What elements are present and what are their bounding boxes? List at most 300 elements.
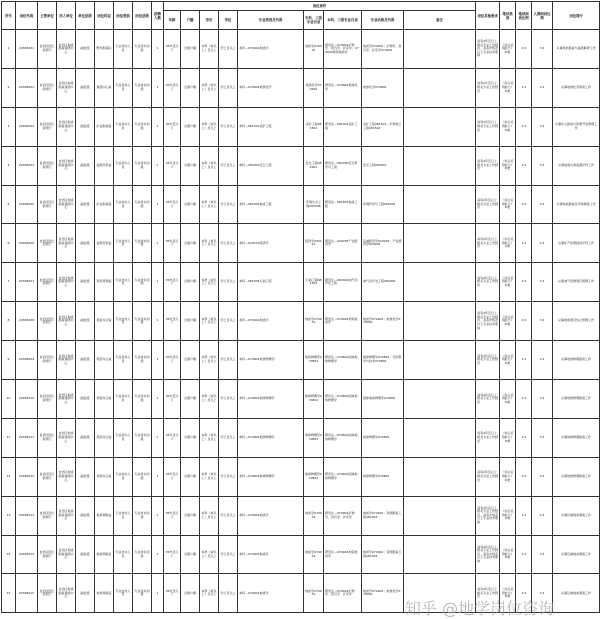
cell-deg: 学士及以上	[219, 341, 238, 380]
cell-auth: 自治区国土资源厅	[38, 30, 57, 69]
header-post-desc: 岗位简介	[553, 2, 600, 30]
cell-m1: 经济学020101	[304, 224, 324, 263]
cell-desc: 从事地质勘查及环境调查工作	[553, 185, 600, 224]
cell-m2: 固体地球物理学070801	[362, 380, 404, 419]
header-unit-nature: 单位层级	[76, 2, 95, 30]
cell-m1: 地质学070901	[304, 535, 324, 574]
cell-m2: 地质学070901；地球化学070902	[362, 574, 404, 613]
cell-md: 研究生—070904构造地质学	[324, 535, 362, 574]
cell-nature: 副处级	[76, 496, 95, 535]
header-degree: 学位	[219, 11, 238, 30]
cell-md: 研究生—070902地球化学	[324, 68, 362, 107]
cell-lvl: 专业技术初级	[133, 302, 152, 341]
cell-emp: 自治区地质勘查遥感中心	[57, 146, 76, 185]
cell-count: 1	[152, 496, 164, 535]
cell-m1: 地球物理学070801	[304, 341, 324, 380]
cell-m1: 石油工程081502	[304, 263, 324, 302]
cell-m1: 安全工程082901	[304, 146, 324, 185]
cell-other: 具有2年及以上相关专业工作经历	[476, 574, 500, 613]
cell-auth: 自治区国土资源厅	[38, 380, 57, 419]
cell-age: 35岁及以下	[164, 302, 181, 341]
cell-md: 研究生—083700安全科学与工程	[324, 146, 362, 185]
cell-code: 24365013	[16, 496, 38, 535]
cell-emp: 自治区地质勘查遥感中心	[57, 341, 76, 380]
cell-er: 1:3	[516, 380, 532, 419]
header-authority: 主管单位	[38, 2, 57, 30]
cell-m2: 地质学070901；资源勘查工程081403	[362, 496, 404, 535]
header-exam-ratio: 笔试面试比例	[516, 2, 532, 30]
cell-nature: 副处级	[76, 107, 95, 146]
table-row	[2, 457, 600, 496]
cell-seq: 1	[2, 30, 16, 69]
cell-m1: 环境生态工程082506	[304, 185, 324, 224]
cell-desc: 从事矿产资源经济评价工作	[553, 224, 600, 263]
cell-er: 1:3	[516, 535, 532, 574]
cell-emp: 自治区地质勘查遥感中心	[57, 302, 76, 341]
cell-count: 1	[152, 68, 164, 107]
cell-code: 24365008	[16, 302, 38, 341]
cell-age: 35岁及以下	[164, 535, 181, 574]
cell-nature: 副处级	[76, 263, 95, 302]
cell-emp: 自治区地质勘查遥感中心	[57, 418, 76, 457]
cell-lvl: 专业技术初级	[133, 224, 152, 263]
cell-auth: 自治区国土资源厅	[38, 341, 57, 380]
cell-lvl: 专业技术初级	[133, 263, 152, 302]
cell-cat: 专业技术人员	[114, 341, 133, 380]
cell-m1: 地球物理学070801	[304, 380, 324, 419]
cell-et: 《综合应用能力》D类	[500, 341, 516, 380]
table-row	[2, 107, 600, 146]
cell-emp: 自治区地质勘查遥感中心	[57, 380, 76, 419]
cell-m2: 地球物理学070801	[362, 457, 404, 496]
cell-cat: 专业技术人员	[114, 146, 133, 185]
cell-hh: 全国户籍	[181, 30, 200, 69]
header-conditions: 岗位条件	[164, 2, 476, 11]
table-row	[2, 535, 600, 574]
cell-seq: 10	[2, 380, 16, 419]
cell-deg: 学士及以上	[219, 224, 238, 263]
cell-seq: 8	[2, 302, 16, 341]
cell-other: 具有2年及以上相关专业工作经历	[476, 185, 500, 224]
cell-ir: 3:1	[532, 574, 553, 613]
cell-auth: 自治区国土资源厅	[38, 68, 57, 107]
cell-m2: 安全工程082901	[362, 146, 404, 185]
cell-mc: 本科—070901地质学	[238, 30, 304, 69]
cell-nature: 副处级	[76, 457, 95, 496]
cell-hh: 全国户籍	[181, 224, 200, 263]
cell-m2: 采矿工程081501；矿物加工工程081502	[362, 107, 404, 146]
cell-md: 研究生—070801固体地球物理学	[324, 341, 362, 380]
cell-other: 具有2年及以上相关专业工作经历	[476, 224, 500, 263]
cell-desc: 从事地球物理勘查工作	[553, 380, 600, 419]
cell-count: 1	[152, 341, 164, 380]
cell-code: 24365001	[16, 30, 38, 69]
cell-dept: 地质调查室	[95, 496, 114, 535]
cell-edu: 本科（或以上）及以上	[200, 185, 219, 224]
cell-deg: 学士及以上	[219, 457, 238, 496]
cell-mc: 本科—070901地质学	[238, 574, 304, 613]
cell-et: 《综合应用能力》D类	[500, 146, 516, 185]
cell-er: 1:3	[516, 574, 532, 613]
cell-mc: 本科—081502石油工程	[238, 263, 304, 302]
header-major-doctor: 专科、三级专业目录	[304, 11, 324, 30]
cell-et: 《综合应用能力》D类	[500, 574, 516, 613]
cell-seq: 14	[2, 535, 16, 574]
cell-auth: 自治区国土资源厅	[38, 457, 57, 496]
cell-auth: 自治区国土资源厅	[38, 185, 57, 224]
cell-lvl: 专业技术初级	[133, 341, 152, 380]
cell-emp: 自治区地质勘查遥感中心	[57, 535, 76, 574]
cell-seq: 7	[2, 263, 16, 302]
cell-note	[404, 380, 476, 419]
cell-et: 《综合应用能力》D类	[500, 107, 516, 146]
cell-age: 35岁及以下	[164, 224, 181, 263]
cell-dept: 项目综合室	[95, 418, 114, 457]
cell-et: 《综合应用能力》D类	[500, 263, 516, 302]
cell-code: 24365012	[16, 457, 38, 496]
cell-note	[404, 341, 476, 380]
cell-desc: 从事区域地质调查工作	[553, 496, 600, 535]
cell-mc: 本科—070801地球物理学	[238, 418, 304, 457]
cell-edu: 本科（或以上）及以上	[200, 146, 219, 185]
cell-seq: 9	[2, 341, 16, 380]
cell-m2: 区域经济学020202；产业经济学020205	[362, 224, 404, 263]
cell-count: 1	[152, 418, 164, 457]
table-row	[2, 496, 600, 535]
header-post-category: 岗位类别	[114, 2, 133, 30]
cell-emp: 自治区地质勘查遥感中心	[57, 574, 76, 613]
cell-lvl: 专业技术初级	[133, 457, 152, 496]
cell-deg: 学士及以上	[219, 302, 238, 341]
cell-other: 具有2年及以上相关专业工作经历	[476, 146, 500, 185]
cell-code: 24365007	[16, 263, 38, 302]
cell-ir: 3:1	[532, 302, 553, 341]
cell-er: 1:3	[516, 224, 532, 263]
cell-note	[404, 457, 476, 496]
cell-desc: 从事地球物理勘查工作	[553, 457, 600, 496]
table-row	[2, 302, 600, 341]
cell-code: 24365003	[16, 107, 38, 146]
cell-nature: 副处级	[76, 341, 95, 380]
cell-auth: 自治区国土资源厅	[38, 224, 57, 263]
cell-edu: 本科（或以上）及以上	[200, 263, 219, 302]
cell-md: 研究生—082002油气田开发工程	[324, 263, 362, 302]
cell-cat: 专业技术人员	[114, 496, 133, 535]
cell-desc: 从事地球化学勘查工作	[553, 68, 600, 107]
header-exam-type: 笔试类别	[500, 2, 516, 30]
cell-nature: 副处级	[76, 418, 95, 457]
cell-edu: 本科（或以上）及以上	[200, 535, 219, 574]
cell-seq: 4	[2, 146, 16, 185]
cell-note	[404, 302, 476, 341]
cell-dept: 地质调查室	[95, 535, 114, 574]
cell-seq: 3	[2, 107, 16, 146]
cell-edu: 本科（或以上）及以上	[200, 341, 219, 380]
cell-edu: 本科（或以上）及以上	[200, 574, 219, 613]
table-row	[2, 30, 600, 69]
cell-mc: 本科—082901安全工程	[238, 146, 304, 185]
cell-count: 1	[152, 302, 164, 341]
cell-deg: 学士及以上	[219, 380, 238, 419]
cell-cat: 专业技术人员	[114, 224, 133, 263]
cell-lvl: 专业技术初级	[133, 418, 152, 457]
cell-count: 1	[152, 185, 164, 224]
cell-ir: 3:1	[532, 380, 553, 419]
cell-edu: 本科（或以上）及以上	[200, 380, 219, 419]
cell-mc: 本科—020101经济学	[238, 224, 304, 263]
cell-deg: 学士及以上	[219, 263, 238, 302]
cell-deg: 学士及以上	[219, 185, 238, 224]
cell-note	[404, 496, 476, 535]
cell-dept: 监测评价室	[95, 224, 114, 263]
cell-m2: 地质学070901；矿物学、岩石学、矿床学070901	[362, 30, 404, 69]
cell-lvl: 专业技术初级	[133, 68, 152, 107]
cell-deg: 学士及以上	[219, 496, 238, 535]
cell-age: 35岁及以下	[164, 418, 181, 457]
cell-edu: 本科（或以上）及以上	[200, 302, 219, 341]
cell-ir: 3:1	[532, 107, 553, 146]
cell-emp: 自治区地质勘查遥感中心	[57, 107, 76, 146]
cell-nature: 副处级	[76, 302, 95, 341]
cell-seq: 2	[2, 68, 16, 107]
header-major-undergrad: 本科、三级专业目录	[324, 11, 362, 30]
cell-seq: 6	[2, 224, 16, 263]
cell-mc: 本科—070801地球物理学	[238, 341, 304, 380]
cell-et: 《综合应用能力》A类	[500, 224, 516, 263]
table-row	[2, 185, 600, 224]
cell-emp: 自治区地质勘查遥感中心	[57, 68, 76, 107]
table-row	[2, 341, 600, 380]
cell-md: 研究生—081803地质工程	[324, 185, 362, 224]
cell-age: 35岁及以下	[164, 341, 181, 380]
cell-ir: 3:1	[532, 418, 553, 457]
cell-note	[404, 185, 476, 224]
cell-lvl: 专业技术初级	[133, 185, 152, 224]
watermark: 知乎 @地学岗位咨询	[405, 599, 555, 618]
cell-other: 具有2年及以上相关专业工作经历，具有中级及以上专业技术职称	[476, 496, 500, 535]
cell-m1: 地球物理学070801	[304, 457, 324, 496]
cell-et: 《综合应用能力》D类	[500, 302, 516, 341]
cell-m1: 地质学070901	[304, 302, 324, 341]
cell-desc: 从事矿山勘查与资源开发管理工作	[553, 107, 600, 146]
header-dept: 岗位科室	[95, 2, 114, 30]
cell-deg: 学士及以上	[219, 107, 238, 146]
header-post-code: 岗位代码	[16, 2, 38, 30]
cell-desc: 从事地质勘查与遥感解译工作	[553, 30, 600, 69]
cell-hh: 全国户籍	[181, 418, 200, 457]
cell-count: 1	[152, 30, 164, 69]
cell-count: 1	[152, 107, 164, 146]
cell-emp: 自治区地质勘查遥感中心	[57, 224, 76, 263]
cell-note	[404, 535, 476, 574]
cell-other: 具有2年及以上相关专业工作经历	[476, 341, 500, 380]
cell-desc: 从事地质项目综合管理工作	[553, 302, 600, 341]
cell-desc: 从事地质灾害监测评价工作	[553, 146, 600, 185]
cell-nature: 副处级	[76, 146, 95, 185]
cell-auth: 自治区国土资源厅	[38, 574, 57, 613]
cell-ir: 3:1	[532, 535, 553, 574]
cell-md: 研究生—070801固体地球物理学	[324, 457, 362, 496]
header-education: 学历	[200, 11, 219, 30]
cell-cat: 专业技术人员	[114, 535, 133, 574]
cell-seq: 13	[2, 496, 16, 535]
cell-seq: 11	[2, 418, 16, 457]
cell-et: 《综合应用能力》D类	[500, 185, 516, 224]
cell-et: 《综合应用能力》D类	[500, 68, 516, 107]
cell-deg: 学士及以上	[219, 535, 238, 574]
cell-dept: 项目综合室	[95, 302, 114, 341]
cell-hh: 全国户籍	[181, 185, 200, 224]
cell-other: 具有2年及以上相关专业工作经历，具有中级及以上专业技术职称	[476, 535, 500, 574]
cell-other: 具有2年及以上相关专业工作经历	[476, 107, 500, 146]
cell-er: 1:3	[516, 457, 532, 496]
cell-note	[404, 30, 476, 69]
cell-auth: 自治区国土资源厅	[38, 263, 57, 302]
cell-note	[404, 224, 476, 263]
cell-code: 24365004	[16, 146, 38, 185]
cell-other: 具有2年及以上相关专业工作经历	[476, 263, 500, 302]
cell-auth: 自治区国土资源厅	[38, 535, 57, 574]
cell-et: 《综合应用能力》D类	[500, 380, 516, 419]
cell-nature: 副处级	[76, 68, 95, 107]
table-row	[2, 380, 600, 419]
cell-other: 具有2年及以上相关专业工作经历	[476, 68, 500, 107]
cell-note	[404, 263, 476, 302]
cell-edu: 本科（或以上）及以上	[200, 457, 219, 496]
header-other-req: 岗位其他要求	[476, 2, 500, 30]
cell-cat: 专业技术人员	[114, 418, 133, 457]
cell-hh: 全国户籍	[181, 574, 200, 613]
cell-emp: 自治区地质勘查遥感中心	[57, 263, 76, 302]
cell-desc: 从事油气资源项目管理工作	[553, 263, 600, 302]
cell-er: 1:3	[516, 185, 532, 224]
cell-desc: 从事区域地质调查工作	[553, 574, 600, 613]
cell-nature: 副处级	[76, 535, 95, 574]
cell-er: 1:3	[516, 496, 532, 535]
cell-count: 1	[152, 457, 164, 496]
cell-count: 1	[152, 146, 164, 185]
table-row	[2, 418, 600, 457]
cell-md: 研究生—070901矿物学、岩石学、矿床学；070904构造地质学	[324, 30, 362, 69]
cell-seq: 15	[2, 574, 16, 613]
header-interview-ratio: 入围面试比例	[532, 2, 553, 30]
header-age: 年龄	[164, 11, 181, 30]
cell-md: 研究生—070801固体地球物理学	[324, 418, 362, 457]
cell-ir: 3:1	[532, 30, 553, 69]
cell-hh: 全国户籍	[181, 263, 200, 302]
cell-lvl: 专业技术初级	[133, 535, 152, 574]
table-row	[2, 263, 600, 302]
cell-er: 1:3	[516, 68, 532, 107]
header-post-level: 岗位层级	[133, 2, 152, 30]
cell-other: 具有2年及以上相关专业工作经历，具有中级及以上专业技术职称	[476, 302, 500, 341]
cell-lvl: 专业技术初级	[133, 146, 152, 185]
cell-mc: 本科—070801地球物理学	[238, 380, 304, 419]
cell-age: 35岁及以下	[164, 107, 181, 146]
cell-edu: 本科（或以上）及以上	[200, 224, 219, 263]
cell-deg: 学士及以上	[219, 574, 238, 613]
cell-er: 1:3	[516, 107, 532, 146]
cell-seq: 5	[2, 185, 16, 224]
cell-age: 35岁及以下	[164, 30, 181, 69]
cell-dept: 矿业勘查室	[95, 107, 114, 146]
cell-count: 1	[152, 574, 164, 613]
cell-mc: 本科—070901地质学	[238, 535, 304, 574]
cell-edu: 本科（或以上）及以上	[200, 30, 219, 69]
header-recruit-count: 招聘人数	[152, 2, 164, 30]
cell-age: 35岁及以下	[164, 574, 181, 613]
cell-auth: 自治区国土资源厅	[38, 418, 57, 457]
table-row	[2, 146, 600, 185]
cell-cat: 专业技术人员	[114, 457, 133, 496]
cell-hh: 全国户籍	[181, 380, 200, 419]
table-row	[2, 224, 600, 263]
cell-md: 研究生—070904构造地质学	[324, 302, 362, 341]
cell-desc: 从事区域地质调查工作	[553, 535, 600, 574]
header-seq: 序号	[2, 2, 16, 30]
cell-auth: 自治区国土资源厅	[38, 496, 57, 535]
cell-mc: 本科—081401地质工程	[238, 185, 304, 224]
cell-md: 研究生—020205产业经济学	[324, 224, 362, 263]
cell-age: 35岁及以下	[164, 146, 181, 185]
header-major-detail: 专业名称及代码	[362, 11, 404, 30]
cell-dept: 矿业勘查室	[95, 185, 114, 224]
cell-age: 35岁及以下	[164, 263, 181, 302]
cell-edu: 本科（或以上）及以上	[200, 496, 219, 535]
cell-md: 研究生—070901矿物学、岩石学、矿床学	[324, 574, 362, 613]
cell-code: 24365010	[16, 380, 38, 419]
cell-dept: 野外勘查队	[95, 30, 114, 69]
cell-cat: 专业技术人员	[114, 574, 133, 613]
cell-emp: 自治区地质勘查遥感中心	[57, 496, 76, 535]
cell-dept: 地质调查室	[95, 574, 114, 613]
cell-deg: 学士及以上	[219, 68, 238, 107]
cell-m1: 地质学070901	[304, 574, 324, 613]
cell-mc: 本科—070901地质学	[238, 302, 304, 341]
cell-dept: 项目综合室	[95, 380, 114, 419]
cell-et: 《综合应用能力》D类	[500, 457, 516, 496]
cell-md: 研究生—070801固体地球物理学	[324, 380, 362, 419]
cell-emp: 自治区地质勘查遥感中心	[57, 30, 76, 69]
cell-nature: 副处级	[76, 185, 95, 224]
cell-er: 1:3	[516, 146, 532, 185]
cell-dept: 项目综合室	[95, 457, 114, 496]
cell-code: 24365014	[16, 535, 38, 574]
cell-dept: 遥感中心室	[95, 68, 114, 107]
cell-m2: 地球物理学070801	[362, 418, 404, 457]
cell-code: 24365009	[16, 341, 38, 380]
cell-er: 1:3	[516, 341, 532, 380]
cell-age: 35岁及以下	[164, 380, 181, 419]
cell-nature: 副处级	[76, 380, 95, 419]
cell-hh: 全国户籍	[181, 535, 200, 574]
cell-et: 《综合应用能力》D类	[500, 30, 516, 69]
cell-mc: 本科—070902地球化学	[238, 68, 304, 107]
cell-hh: 全国户籍	[181, 302, 200, 341]
cell-et: 《综合应用能力》D类	[500, 535, 516, 574]
cell-m1: 地球化学070902	[304, 68, 324, 107]
cell-cat: 专业技术人员	[114, 68, 133, 107]
cell-mc: 本科—081501采矿工程	[238, 107, 304, 146]
cell-ir: 3:1	[532, 263, 553, 302]
cell-ir: 3:1	[532, 185, 553, 224]
cell-lvl: 专业技术初级	[133, 380, 152, 419]
cell-m1: 采矿工程081501	[304, 107, 324, 146]
cell-count: 1	[152, 535, 164, 574]
cell-cat: 专业技术人员	[114, 107, 133, 146]
cell-et: 《综合应用能力》D类	[500, 418, 516, 457]
recruitment-table	[1, 1, 600, 613]
